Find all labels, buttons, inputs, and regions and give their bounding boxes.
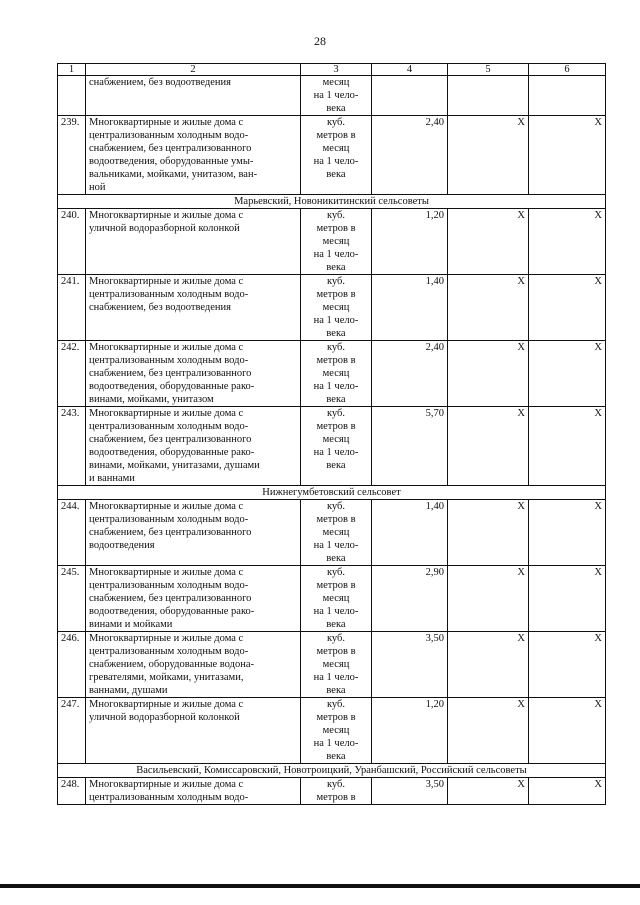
unit-line: метров в bbox=[316, 646, 356, 657]
desc-line: централизованным холодным водо- bbox=[89, 580, 249, 591]
desc-line: снабжением, без централизованного bbox=[89, 368, 252, 379]
desc-line: винами, мойками, унитазом bbox=[89, 394, 214, 405]
section-title: Марьевский, Новоникитинский сельсоветы bbox=[58, 195, 606, 209]
unit-line: куб. bbox=[326, 501, 346, 512]
header-col-6: 6 bbox=[529, 64, 606, 76]
table-row-248 bbox=[58, 778, 606, 805]
desc-line: вальниками, мойками, унитазом, ван- bbox=[89, 169, 258, 180]
row-col-5: X bbox=[448, 209, 529, 275]
desc-line: винами, мойками, унитазами, душами bbox=[89, 460, 260, 471]
row-col-6: X bbox=[529, 275, 606, 341]
unit-line: куб. bbox=[326, 408, 346, 419]
unit-line: на 1 чело- bbox=[313, 90, 359, 101]
row-col-6: X bbox=[529, 209, 606, 275]
row-description bbox=[86, 500, 301, 566]
unit-line: века bbox=[326, 553, 346, 564]
unit-line: месяц bbox=[322, 302, 350, 313]
row-value: 1,20 bbox=[372, 209, 448, 275]
unit-line: на 1 чело- bbox=[313, 672, 359, 683]
unit-line: метров в bbox=[316, 223, 356, 234]
unit-line: метров в bbox=[316, 355, 356, 366]
desc-line: снабжением, без водоотведения bbox=[89, 302, 231, 313]
row-number bbox=[58, 76, 86, 116]
row-unit bbox=[301, 341, 372, 407]
row-unit bbox=[301, 778, 372, 805]
desc-line: снабжением, без водоотведения bbox=[89, 77, 231, 88]
row-number: 247. bbox=[58, 698, 86, 764]
unit-line: месяц bbox=[322, 593, 350, 604]
unit-line: метров в bbox=[316, 130, 356, 141]
row-number: 248. bbox=[58, 778, 86, 805]
section-header-row bbox=[58, 764, 606, 778]
row-col-5: X bbox=[448, 407, 529, 486]
table-row-243 bbox=[58, 407, 606, 486]
row-col-6: X bbox=[529, 116, 606, 195]
unit-line: метров в bbox=[316, 514, 356, 525]
desc-line: снабжением, без централизованного bbox=[89, 143, 252, 154]
desc-line: водоотведения, оборудованные рако- bbox=[89, 606, 255, 617]
row-col-6: X bbox=[529, 778, 606, 805]
row-description bbox=[86, 275, 301, 341]
row-col-6: X bbox=[529, 566, 606, 632]
unit-line: метров в bbox=[316, 712, 356, 723]
row-value bbox=[372, 76, 448, 116]
row-value: 3,50 bbox=[372, 632, 448, 698]
unit-line: на 1 чело- bbox=[313, 540, 359, 551]
unit-line: на 1 чело- bbox=[313, 606, 359, 617]
desc-line: централизованным холодным водо- bbox=[89, 130, 249, 141]
row-col-5: X bbox=[448, 341, 529, 407]
unit-line: месяц bbox=[322, 434, 350, 445]
row-col-5: X bbox=[448, 500, 529, 566]
unit-line: века bbox=[326, 619, 346, 630]
row-col-6 bbox=[529, 76, 606, 116]
unit-line: месяц bbox=[322, 143, 350, 154]
row-number: 240. bbox=[58, 209, 86, 275]
desc-line: Многоквартирные и жилые дома с bbox=[89, 567, 244, 578]
desc-line: ваннами, душами bbox=[89, 685, 168, 696]
header-col-5: 5 bbox=[448, 64, 529, 76]
unit-line: века bbox=[326, 103, 346, 114]
unit-line: месяц bbox=[322, 527, 350, 538]
row-col-6: X bbox=[529, 632, 606, 698]
unit-line: месяц bbox=[322, 725, 350, 736]
table-row-continuation bbox=[58, 76, 606, 116]
row-number: 241. bbox=[58, 275, 86, 341]
row-unit bbox=[301, 76, 372, 116]
row-value: 5,70 bbox=[372, 407, 448, 486]
desc-line: Многоквартирные и жилые дома с bbox=[89, 117, 244, 128]
row-col-6: X bbox=[529, 407, 606, 486]
row-description bbox=[86, 778, 301, 805]
desc-line: водоотведения, оборудованные рако- bbox=[89, 447, 255, 458]
desc-line: Многоквартирные и жилые дома с bbox=[89, 779, 244, 790]
unit-line: куб. bbox=[326, 342, 346, 353]
row-number: 243. bbox=[58, 407, 86, 486]
unit-line: века bbox=[326, 169, 346, 180]
row-col-5: X bbox=[448, 566, 529, 632]
row-unit bbox=[301, 566, 372, 632]
unit-line: куб. bbox=[326, 567, 346, 578]
desc-line: Многоквартирные и жилые дома с bbox=[89, 276, 244, 287]
row-value: 2,90 bbox=[372, 566, 448, 632]
header-col-3: 3 bbox=[301, 64, 372, 76]
row-description bbox=[86, 407, 301, 486]
row-col-6: X bbox=[529, 698, 606, 764]
desc-line: водоотведения, оборудованные рако- bbox=[89, 381, 255, 392]
unit-line: метров в bbox=[316, 289, 356, 300]
unit-line: века bbox=[326, 328, 346, 339]
row-number: 245. bbox=[58, 566, 86, 632]
desc-line: централизованным холодным водо- bbox=[89, 792, 249, 803]
desc-line: централизованным холодным водо- bbox=[89, 514, 249, 525]
unit-line: на 1 чело- bbox=[313, 315, 359, 326]
desc-line: снабжением, без централизованного bbox=[89, 593, 252, 604]
table-row-239 bbox=[58, 116, 606, 195]
unit-line: на 1 чело- bbox=[313, 381, 359, 392]
row-col-5: X bbox=[448, 778, 529, 805]
row-col-5 bbox=[448, 76, 529, 116]
table-row-245 bbox=[58, 566, 606, 632]
unit-line: века bbox=[326, 685, 346, 696]
unit-line: куб. bbox=[326, 633, 346, 644]
section-header-row bbox=[58, 195, 606, 209]
unit-line: на 1 чело- bbox=[313, 447, 359, 458]
unit-line: метров в bbox=[316, 792, 356, 803]
table-row-242 bbox=[58, 341, 606, 407]
row-description bbox=[86, 116, 301, 195]
row-value: 3,50 bbox=[372, 778, 448, 805]
unit-line: на 1 чело- bbox=[313, 738, 359, 749]
unit-line: месяц bbox=[322, 77, 350, 88]
table-row-241 bbox=[58, 275, 606, 341]
row-unit bbox=[301, 116, 372, 195]
desc-line: снабжением, оборудованные водона- bbox=[89, 659, 254, 670]
header-col-1: 1 bbox=[58, 64, 86, 76]
row-unit bbox=[301, 500, 372, 566]
row-number: 239. bbox=[58, 116, 86, 195]
row-value: 2,40 bbox=[372, 116, 448, 195]
unit-line: куб. bbox=[326, 210, 346, 221]
unit-line: куб. bbox=[326, 117, 346, 128]
row-unit bbox=[301, 632, 372, 698]
desc-line: централизованным холодным водо- bbox=[89, 421, 249, 432]
row-col-5: X bbox=[448, 275, 529, 341]
desc-line: Многоквартирные и жилые дома с bbox=[89, 501, 244, 512]
desc-line: снабжением, без централизованного bbox=[89, 527, 252, 538]
table-row-247 bbox=[58, 698, 606, 764]
desc-line: уличной водоразборной колонкой bbox=[89, 223, 240, 234]
row-number: 242. bbox=[58, 341, 86, 407]
desc-line: гревателями, мойками, унитазами, bbox=[89, 672, 244, 683]
row-description bbox=[86, 341, 301, 407]
desc-line: централизованным холодным водо- bbox=[89, 355, 249, 366]
row-number: 244. bbox=[58, 500, 86, 566]
unit-line: куб. bbox=[326, 276, 346, 287]
row-col-6: X bbox=[529, 500, 606, 566]
table-header-row bbox=[58, 64, 606, 76]
section-header-row bbox=[58, 486, 606, 500]
table-row-240 bbox=[58, 209, 606, 275]
desc-line: Многоквартирные и жилые дома с bbox=[89, 408, 244, 419]
desc-line: водоотведения, оборудованные умы- bbox=[89, 156, 254, 167]
row-value: 1,40 bbox=[372, 275, 448, 341]
header-col-4: 4 bbox=[372, 64, 448, 76]
unit-line: метров в bbox=[316, 580, 356, 591]
bottom-rule bbox=[0, 884, 640, 888]
row-number: 246. bbox=[58, 632, 86, 698]
row-description bbox=[86, 209, 301, 275]
desc-line: Многоквартирные и жилые дома с bbox=[89, 210, 244, 221]
row-description bbox=[86, 566, 301, 632]
row-unit bbox=[301, 275, 372, 341]
section-title: Нижнегумбетовский сельсовет bbox=[58, 486, 606, 500]
unit-line: века bbox=[326, 394, 346, 405]
table-row-244 bbox=[58, 500, 606, 566]
unit-line: века bbox=[326, 262, 346, 273]
desc-line: снабжением, без централизованного bbox=[89, 434, 252, 445]
unit-line: месяц bbox=[322, 659, 350, 670]
table-row-246 bbox=[58, 632, 606, 698]
row-col-5: X bbox=[448, 116, 529, 195]
header-col-2: 2 bbox=[86, 64, 301, 76]
desc-line: и ваннами bbox=[89, 473, 135, 484]
desc-line: винами и мойками bbox=[89, 619, 173, 630]
unit-line: метров в bbox=[316, 421, 356, 432]
desc-line: централизованным холодным водо- bbox=[89, 646, 249, 657]
row-value: 1,20 bbox=[372, 698, 448, 764]
desc-line: водоотведения bbox=[89, 540, 155, 551]
page-number: 28 bbox=[314, 34, 326, 48]
row-col-6: X bbox=[529, 341, 606, 407]
row-description bbox=[86, 698, 301, 764]
unit-line: куб. bbox=[326, 779, 346, 790]
row-unit bbox=[301, 407, 372, 486]
desc-line: ной bbox=[89, 182, 106, 193]
row-col-5: X bbox=[448, 632, 529, 698]
row-unit bbox=[301, 209, 372, 275]
unit-line: на 1 чело- bbox=[313, 156, 359, 167]
desc-line: Многоквартирные и жилые дома с bbox=[89, 342, 244, 353]
desc-line: Многоквартирные и жилые дома с bbox=[89, 633, 244, 644]
section-title: Васильевский, Комиссаровский, Новотроицкий, Уранбашский, Российский сельсоветы bbox=[58, 764, 606, 778]
tariff-table bbox=[57, 63, 606, 805]
unit-line: месяц bbox=[322, 236, 350, 247]
row-description bbox=[86, 76, 301, 116]
unit-line: на 1 чело- bbox=[313, 249, 359, 260]
desc-line: централизованным холодным водо- bbox=[89, 289, 249, 300]
unit-line: века bbox=[326, 460, 346, 471]
row-description bbox=[86, 632, 301, 698]
unit-line: века bbox=[326, 751, 346, 762]
row-value: 1,40 bbox=[372, 500, 448, 566]
unit-line: куб. bbox=[326, 699, 346, 710]
row-value: 2,40 bbox=[372, 341, 448, 407]
unit-line: месяц bbox=[322, 368, 350, 379]
desc-line: Многоквартирные и жилые дома с bbox=[89, 699, 244, 710]
row-col-5: X bbox=[448, 698, 529, 764]
row-unit bbox=[301, 698, 372, 764]
desc-line: уличной водоразборной колонкой bbox=[89, 712, 240, 723]
